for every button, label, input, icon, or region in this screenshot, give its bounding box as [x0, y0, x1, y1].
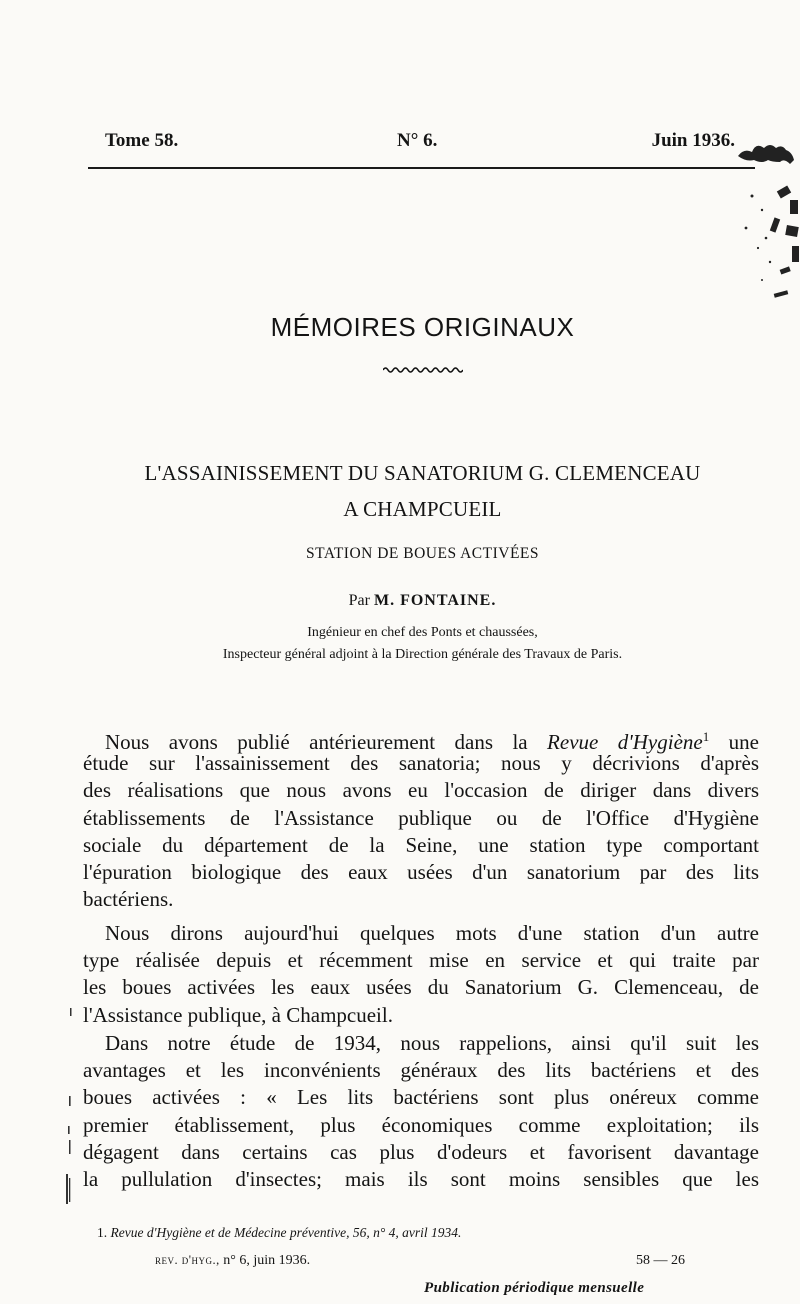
text-line: Dans notre étude de 1934, nous rappelions, ainsi qu'il suit les	[105, 1031, 759, 1055]
text-line: les boues activées les eaux usées du Sanatorium G. Clemenceau, de	[83, 975, 759, 1000]
text-line: dégagent dans certains cas plus d'odeurs et favorisent davantage	[83, 1139, 759, 1164]
footnote-number: 1.	[97, 1225, 108, 1240]
footnote-text: Revue d'Hygiène et de Médecine préventive, 56, n° 4, avril 1934.	[110, 1225, 462, 1240]
margin-scan-marks	[60, 1000, 74, 1210]
text-line: avantages et les inconvénients généraux des lits bactériens et des	[83, 1058, 759, 1083]
text-line: établissements de l'Assistance publique ou de l'Office d'Hygiène	[83, 805, 759, 830]
author-affiliation-2: Inspecteur général adjoint à la Direction générale des Travaux de Paris.	[222, 647, 623, 662]
article-title-line2: A CHAMPCUEIL	[343, 497, 502, 521]
paragraph-3	[83, 1030, 759, 1193]
text-line: des réalisations que nous avons eu l'occasion de diriger dans divers	[83, 778, 759, 803]
section-title: MÉMOIRES ORIGINAUX	[270, 312, 575, 342]
library-stamp-mark	[732, 128, 800, 308]
article-title-line1: L'ASSAINISSEMENT DU SANATORIUM G. CLEMENCEAU	[144, 461, 701, 485]
paragraph-2	[83, 920, 759, 1029]
footnote	[97, 1225, 461, 1241]
paragraph-1	[83, 723, 759, 913]
byline	[0, 592, 800, 610]
publication-note: Publication périodique mensuelle	[424, 1280, 645, 1296]
text-line: type réalisée depuis et récemment mise en service et qui traite par	[83, 948, 759, 973]
text-line: l'épuration biologique des eaux usées d'un sanatorium par des lits	[83, 859, 759, 884]
text-line: Nous dirons aujourd'hui quelques mots d'une station d'un autre	[105, 921, 759, 945]
issue-date: Juin 1936.	[651, 130, 735, 151]
journal-abbrev: rev. d'hyg.,	[155, 1253, 220, 1267]
text-line: bactériens.	[83, 887, 174, 912]
text-line: la pullulation d'insectes; mais ils sont moins sensibles que les	[83, 1166, 759, 1191]
byline-prefix: Par	[348, 592, 370, 609]
text-line: premier établissement, plus économiques comme exploitation; ils	[83, 1112, 759, 1137]
issue-number: N° 6.	[397, 130, 438, 151]
header-rule	[88, 167, 755, 169]
text-line: étude sur l'assainissement des sanatoria; nous y décrivions d'après	[83, 751, 759, 776]
text-line: l'Assistance publique, à Champcueil.	[83, 1002, 393, 1027]
tome-label: Tome 58.	[105, 130, 179, 151]
text-line: Nous avons publié antérieurement dans la Revue d'Hygiène$^1$ une	[105, 729, 759, 754]
wavy-ornament	[383, 366, 463, 374]
journal-reference	[155, 1253, 310, 1269]
journal-citation: Revue d'Hygiène	[547, 730, 703, 754]
text-line: boues activées : « Les lits bactériens sont plus onéreux comme	[83, 1085, 759, 1110]
page-reference: 58 — 26	[636, 1253, 685, 1268]
author-affiliation-1: Ingénieur en chef des Ponts et chaussées,	[307, 625, 538, 640]
author-name: M. FONTAINE.	[373, 592, 497, 609]
article-subtitle: STATION DE BOUES ACTIVÉES	[306, 545, 539, 562]
footnote-ref: 1	[702, 729, 710, 744]
running-header	[105, 130, 735, 158]
text-line: sociale du département de la Seine, une station type comportant	[83, 832, 759, 857]
issue-reference: n° 6, juin 1936.	[223, 1253, 311, 1268]
